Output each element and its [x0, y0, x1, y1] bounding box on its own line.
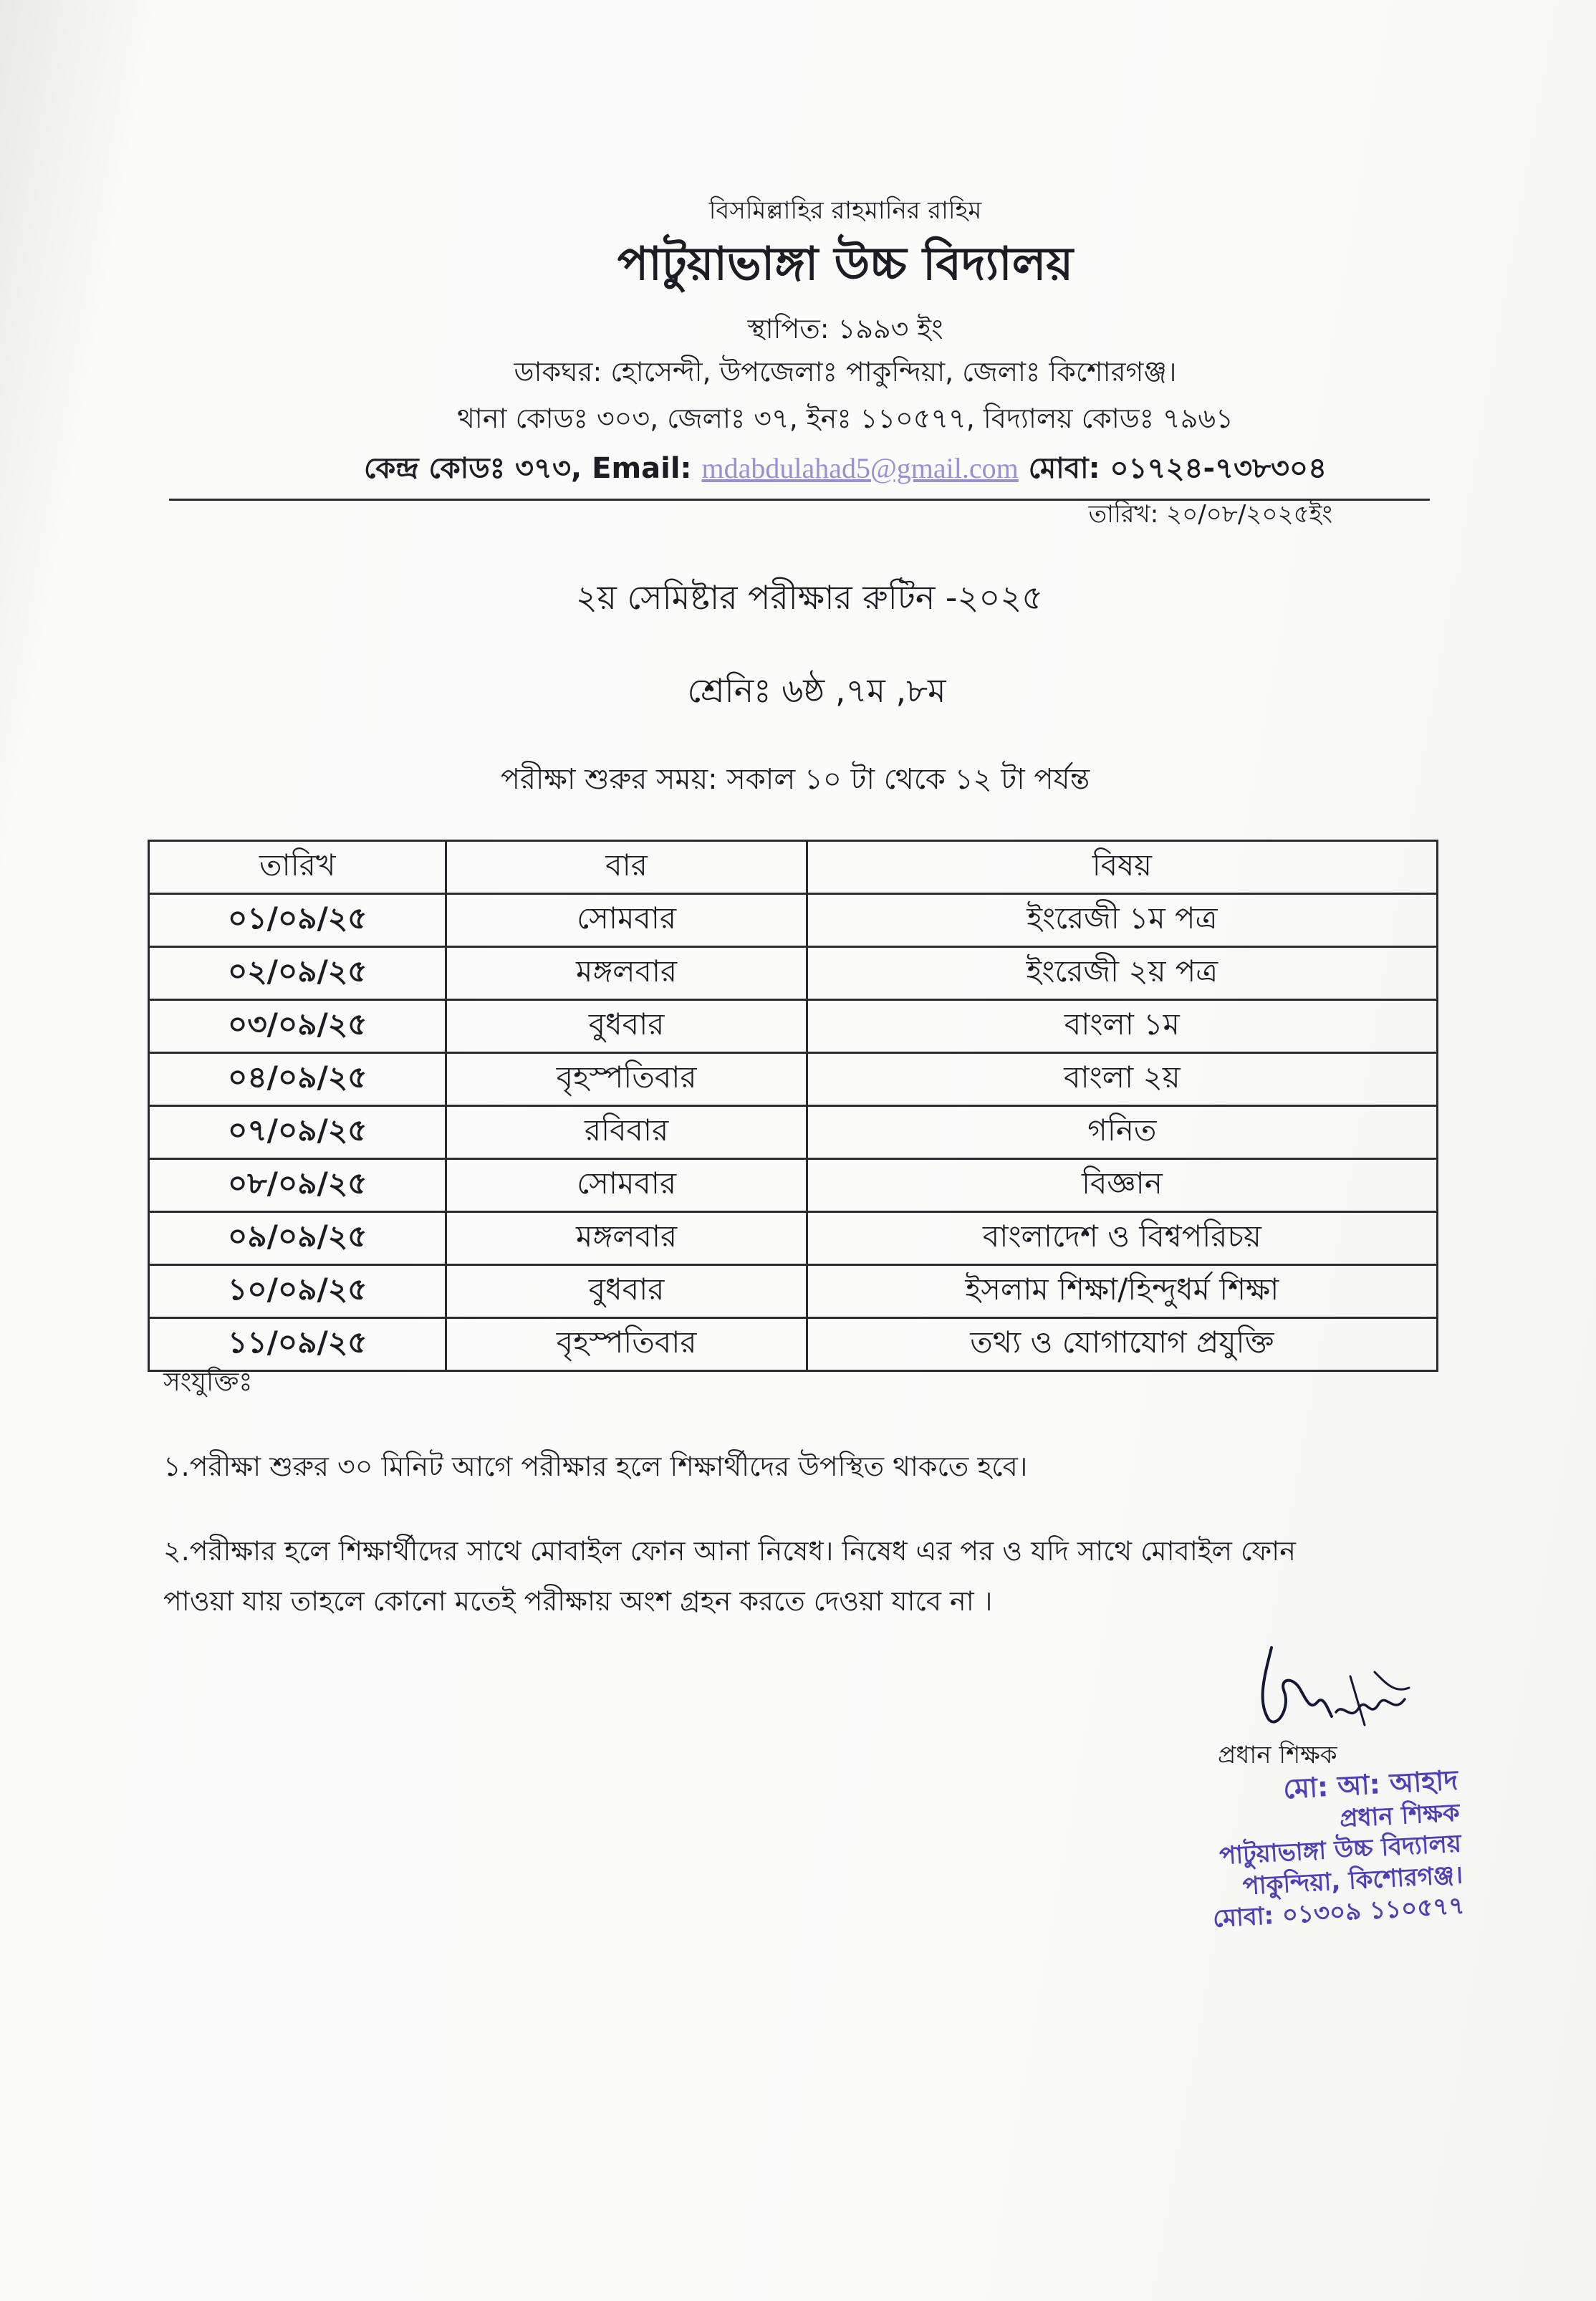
cell-subject: তথ্য ও যোগাযোগ প্রযুক্তি [807, 1318, 1437, 1371]
seal-location: পাকুন্দিয়া, কিশোরগঞ্জ। [1241, 1860, 1464, 1901]
signatory-title: প্রধান শিক্ষক [1218, 1741, 1337, 1769]
note-2-line-2: পাওয়া যায় তাহলে কোনো মতেই পরীক্ষায় অংশ গ্রহন করতে দেওয়া যাবে না । [163, 1585, 993, 1617]
header-day: বার [446, 841, 807, 894]
cell-day: মঙ্গলবার [446, 1212, 807, 1265]
cell-day: বুধবার [446, 1000, 807, 1053]
cell-subject: ইংরেজী ১ম পত্র [807, 894, 1437, 947]
address-line: ডাকঘর: হোসেন্দী, উপজেলাঃ পাকুন্দিয়া, জেলাঃ কিশোরগঞ্জ। [514, 356, 1177, 388]
cell-date: ০৪/০৯/২৫ [149, 1053, 446, 1106]
cell-date: ০২/০৯/২৫ [149, 947, 446, 1000]
table-row [149, 1106, 1438, 1159]
cell-day: বৃহস্পতিবার [446, 1318, 807, 1371]
email-link[interactable]: mdabdulahad5@gmail.com [701, 452, 1019, 484]
cell-subject: ইংরেজী ২য় পত্র [807, 947, 1437, 1000]
seal-school: পাটুয়াভাঙ্গা উচ্চ বিদ্যালয় [1218, 1829, 1462, 1871]
cell-day: বৃহস্পতিবার [446, 1053, 807, 1106]
cell-day: বুধবার [446, 1265, 807, 1318]
established-year: স্থাপিত: ১৯৯৩ ইং [747, 313, 943, 345]
bismillah-text: বিসমিল্লাহির রাহমানির রাহিম [708, 196, 982, 225]
exam-routine-table [148, 840, 1438, 1372]
class-list: শ্রেনিঃ ৬ষ্ঠ ,৭ম ,৮ম [687, 671, 946, 710]
header-subject: বিষয় [807, 841, 1437, 894]
contact-line [215, 446, 1476, 494]
centre-code: কেন্দ্র কোডঃ ৩৭৩, [363, 452, 582, 485]
cell-subject: ইসলাম শিক্ষা/হিন্দুধর্ম শিক্ষা [807, 1265, 1437, 1318]
cell-date: ০৭/০৯/২৫ [149, 1106, 446, 1159]
cell-subject: গনিত [807, 1106, 1437, 1159]
table-row [149, 1053, 1438, 1106]
seal-designation: প্রধান শিক্ষক [1339, 1798, 1461, 1833]
cell-day: সোমবার [446, 1159, 807, 1212]
cell-day: মঙ্গলবার [446, 947, 807, 1000]
header-date: তারিখ [149, 841, 446, 894]
mobile-number: মোবা: ০১৭২৪-৭৩৮৩০৪ [1028, 452, 1327, 485]
official-seal [1142, 1763, 1465, 1939]
cell-date: ০১/০৯/২৫ [149, 894, 446, 947]
table-header-row [149, 841, 1438, 894]
cell-date: ০৮/০৯/২৫ [149, 1159, 446, 1212]
exam-time: পরীক্ষা শুরুর সময়: সকাল ১০ টা থেকে ১২ টা পর্যন্ত [500, 763, 1090, 796]
seal-mobile: মোবা: ০১৩০৯ ১১০৫৭৭ [1212, 1891, 1466, 1933]
cell-day: রবিবার [446, 1106, 807, 1159]
headmaster-signature [1243, 1633, 1415, 1741]
seal-name: মো: আ: আহাদ [1282, 1764, 1459, 1805]
cell-date: ১০/০৯/২৫ [149, 1265, 446, 1318]
cell-date: ০৩/০৯/২৫ [149, 1000, 446, 1053]
cell-date: ১১/০৯/২৫ [149, 1318, 446, 1371]
cell-day: সোমবার [446, 894, 807, 947]
table-row [149, 1318, 1438, 1371]
school-name: পাটুয়াভাঙ্গা উচ্চ বিদ্যালয় [617, 238, 1074, 291]
email-label: Email: [592, 452, 692, 485]
table-row [149, 1159, 1438, 1212]
table-row [149, 947, 1438, 1000]
table-row [149, 1265, 1438, 1318]
table-row [149, 1000, 1438, 1053]
issue-date: তারিখ: ২০/০৮/২০২৫ইং [1088, 500, 1332, 529]
note-2-line-1: ২.পরীক্ষার হলে শিক্ষার্থীদের সাথে মোবাইল ফোন আনা নিষেধ। নিষেধ এর পর ও যদি সাথে মোবাইল ফোন [163, 1535, 1296, 1567]
attachment-label: সংযুক্তিঃ [163, 1368, 253, 1397]
cell-subject: বাংলা ২য় [807, 1053, 1437, 1106]
routine-title: ২য় সেমিষ্টার পরীক্ষার রুটিন -২০২৫ [575, 578, 1044, 617]
table-row [149, 1212, 1438, 1265]
cell-date: ০৯/০৯/২৫ [149, 1212, 446, 1265]
cell-subject: বাংলাদেশ ও বিশ্বপরিচয় [807, 1212, 1437, 1265]
codes-line: থানা কোডঃ ৩০৩, জেলাঃ ৩৭, ইনঃ ১১০৫৭৭, বিদ্যালয় কোডঃ ৭৯৬১ [457, 403, 1234, 434]
cell-subject: বাংলা ১ম [807, 1000, 1437, 1053]
cell-subject: বিজ্ঞান [807, 1159, 1437, 1212]
note-1: ১.পরীক্ষা শুরুর ৩০ মিনিট আগে পরীক্ষার হলে শিক্ষার্থীদের উপস্থিত থাকতে হবে। [163, 1451, 1028, 1482]
table-row [149, 894, 1438, 947]
